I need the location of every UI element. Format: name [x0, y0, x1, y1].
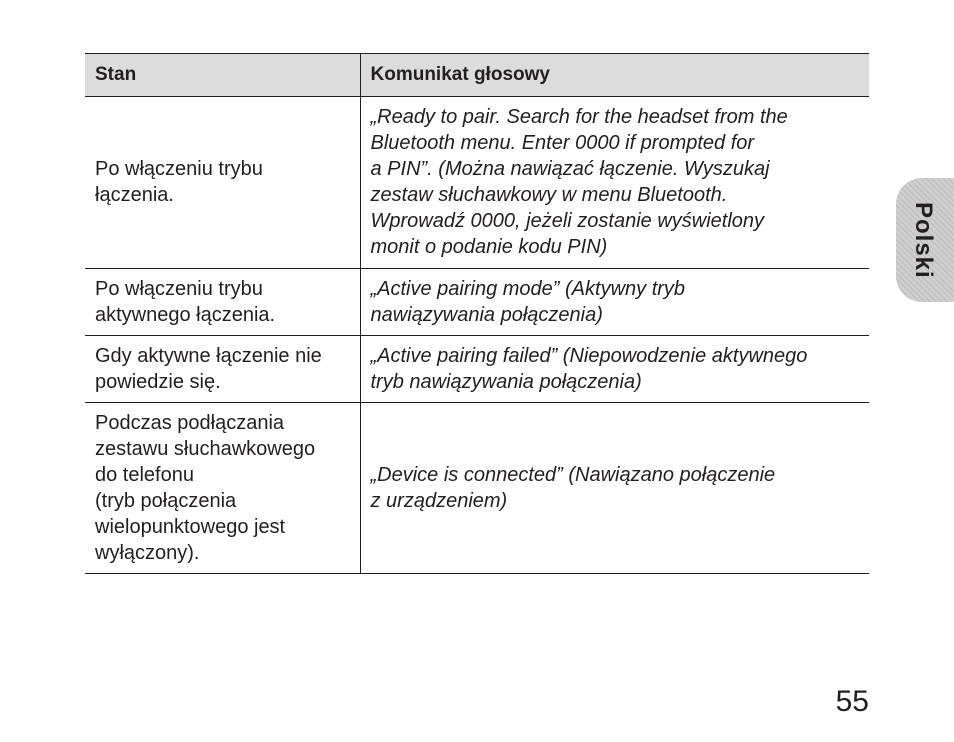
voice-message-cell: „Active pairing mode” (Aktywny tryb nawiązywania połączenia) [360, 269, 869, 336]
page-number: 55 [835, 685, 869, 718]
table-row [85, 336, 869, 403]
table-row [85, 269, 869, 336]
state-cell: Gdy aktywne łączenie nie powiedzie się. [85, 336, 360, 403]
header-state: Stan [85, 54, 360, 97]
voice-message-cell: „Device is connected” (Nawiązano połączenie z urządzeniem) [360, 403, 869, 574]
voice-prompt-table [85, 53, 869, 574]
voice-message-cell: „Active pairing failed” (Niepowodzenie aktywnego tryb nawiązywania połączenia) [360, 336, 869, 403]
voice-message-cell: „Ready to pair. Search for the headset from the Bluetooth menu. Enter 0000 if prompted for a PIN”. (Można nawiązać łączenie. Wyszukaj zestaw słuchawkowy w menu Bluetooth. Wprowadź 0000, jeżeli zostanie wyświetlony monit o podanie kodu PIN) [360, 97, 869, 269]
header-voice-message: Komunikat głosowy [360, 54, 869, 97]
state-cell: Po włączeniu trybu aktywnego łączenia. [85, 269, 360, 336]
table-row [85, 403, 869, 574]
language-tab-label: Polski [910, 202, 937, 279]
table-row [85, 97, 869, 269]
state-cell: Podczas podłączania zestawu słuchawkowego do telefonu (tryb połączenia wielopunktowego jest wyłączony). [85, 403, 360, 574]
table-header-row [85, 54, 869, 97]
state-cell: Po włączeniu trybu łączenia. [85, 97, 360, 269]
